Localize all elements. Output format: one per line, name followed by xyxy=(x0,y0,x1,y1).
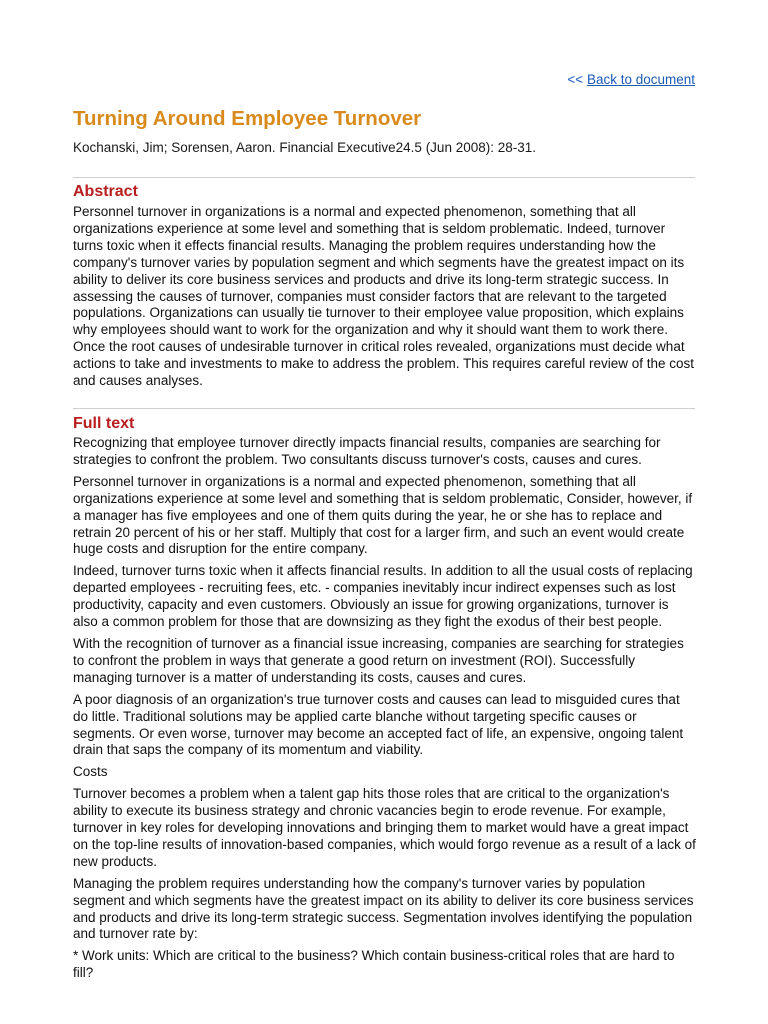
full-text-paragraph: Personnel turnover in organizations is a normal and expected phenomenon, something that all organizations experience at some level and something that is seldom problematic, Consider, however, if a manager has five employees and one of them quits during the year, he or she has to replace and retrain 20 percent of his or her staff. Multiply that cost for a larger firm, and such an event would create huge costs and disruption for the entire company. xyxy=(73,473,693,557)
back-link-row xyxy=(567,71,695,89)
full-text-paragraph: Managing the problem requires understanding how the company's turnover varies by population segment and which segments have the greatest impact on its ability to deliver its core business services and products and drive its long-term strategic success. Segmentation involves identifying the population and turnover rate by: xyxy=(73,875,694,942)
full-text-heading: Full text xyxy=(73,415,135,432)
full-text-body xyxy=(73,435,697,987)
full-text-bullet-item: * Work units: Which are critical to the business? Which contain business-critical roles that are hard to fill? xyxy=(73,948,675,981)
divider xyxy=(73,177,695,178)
abstract-body xyxy=(73,204,697,395)
full-text-subheading-costs: Costs xyxy=(73,764,108,780)
back-to-document-link[interactable]: Back to document xyxy=(586,72,695,87)
abstract-heading: Abstract xyxy=(73,183,138,200)
full-text-paragraph: Indeed, turnover turns toxic when it affects financial results. In addition to all the usual costs of replacing departed employees - recruiting fees, etc. - companies inevitably incur indirect expenses such as lost productivity, capacity and even customers. Obviously an issue for growing organizations, turnover is also a common problem for those that are downsizing as they fight the exodus of their best people. xyxy=(73,563,693,630)
full-text-paragraph: Recognizing that employee turnover directly impacts financial results, companies are searching for strategies to confront the problem. Two consultants discuss turnover's costs, causes and cures. xyxy=(73,435,661,467)
full-text-paragraph: Turnover becomes a problem when a talent gap hits those roles that are critical to the organization's ability to execute its business strategy and chronic vacancies begin to erode revenue. For example, turnover in key roles for developing innovations and bringing them to market would have a great impact on the top-line results of innovation-based companies, which would forgo revenue as a result of a lack of new products. xyxy=(73,786,696,869)
full-text-paragraph: With the recognition of turnover as a financial issue increasing, companies are searching for strategies to confront the problem in ways that generate a good return on investment (ROI). Successfully managing turnover is a matter of understanding its costs, causes and cures. xyxy=(73,635,684,685)
citation: Kochanski, Jim; Sorensen, Aaron. Financial Executive24.5 (Jun 2008): 28-31. xyxy=(73,140,537,155)
back-link-prefix: << xyxy=(567,72,584,87)
abstract-text: Personnel turnover in organizations is a normal and expected phenomenon, something that all organizations experience at some level and something that is seldom problematic. Indeed, turnover turns toxic when it effects financial results. Managing the problem requires understanding how the company's turnover varies by population segment and which segments have the greatest impact on its ability to deliver its core business services and products and drive its long-term strategic success. In assessing the causes of turnover, companies must consider factors that are relevant to the targeted populations. Organizations can usually tie turnover to their employee value proposition, which explains why employees should want to work for the organization and why it should want them to work there. Once the root causes of undesirable turnover in critical roles revealed, organizations must decide what actions to take and investments to make to address the problem. This requires careful review of the cost and causes analyses. xyxy=(73,204,695,389)
page-title: Turning Around Employee Turnover xyxy=(73,107,422,130)
full-text-paragraph: A poor diagnosis of an organization's true turnover costs and causes can lead to misguided cures that do little. Traditional solutions may be applied carte blanche without targeting specific causes or segments. Or even worse, turnover may become an accepted fact of life, an expensive, ongoing talent drain that saps the company of its momentum and viability. xyxy=(73,691,684,758)
divider xyxy=(73,408,695,409)
